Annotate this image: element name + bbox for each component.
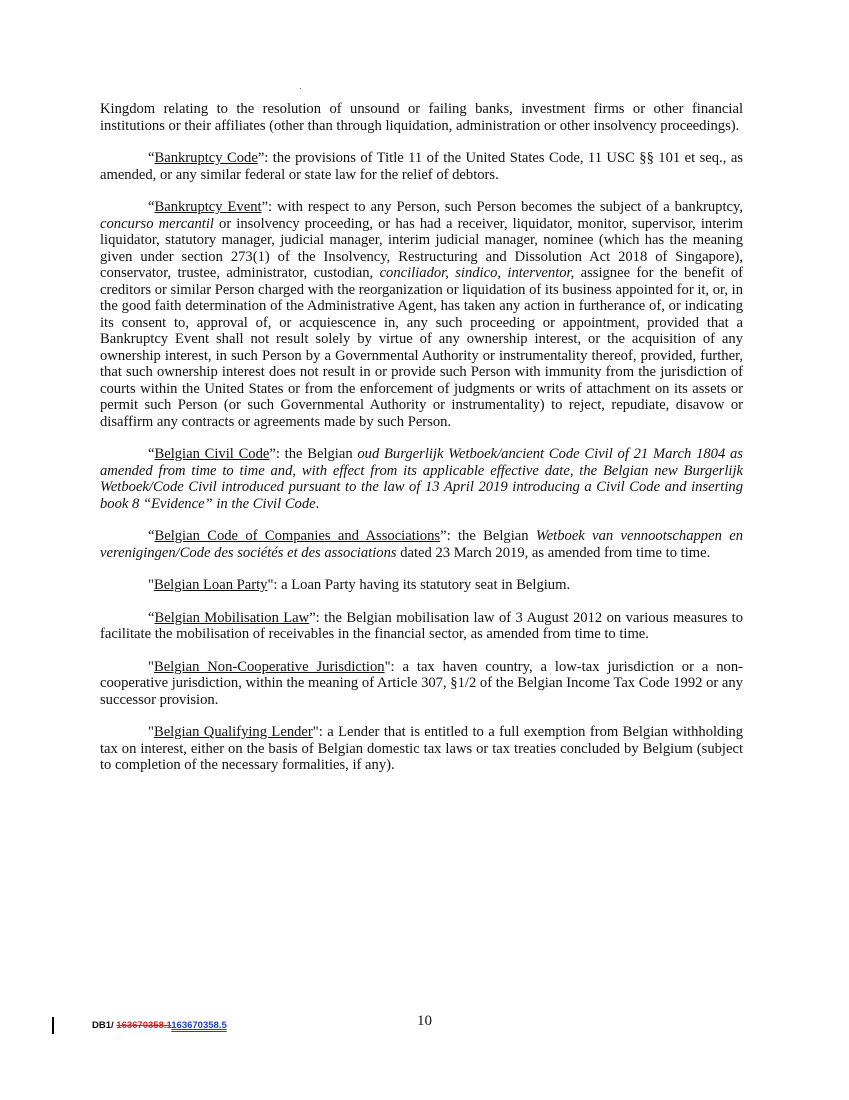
definition-text: ”: the Belgian mobilisation law of 3 August 2012 on various measures to facilitate the mobilisation of receivables in the financial sector, as amended from time to time.	[100, 609, 743, 642]
definition-text: ": a tax haven country, a low-tax jurisdiction or a non-cooperative jurisdiction, within the meaning of Article 307, §1/2 of the Belgian Income Tax Code 1992 or any successor provision.	[100, 658, 743, 708]
doc-id-deleted: 163670358.1	[116, 1020, 172, 1031]
defined-term: Bankruptcy Event	[154, 199, 262, 215]
open-quote: “	[148, 446, 155, 462]
definition-text: ": a Loan Party having its statutory seat in Belgium.	[267, 577, 571, 593]
open-quote: “	[148, 150, 155, 166]
defined-term: Belgian Mobilisation Law	[154, 609, 310, 626]
definition-text: ": a Lender that is entitled to a full exemption from Belgian withholding tax on interest, either on the basis of Belgian domestic tax laws or tax treaties concluded by Belgium (subject to completion of the necessary formalities, if any).	[100, 724, 743, 773]
definition-belgian-non-cooperative-jurisdiction	[100, 659, 743, 709]
defined-term: Belgian Code of Companies and Associations	[154, 528, 441, 544]
open-quote: “	[148, 199, 155, 215]
definition-text: ”: the Belgian	[440, 528, 536, 544]
definition-belgian-qualifying-lender	[100, 724, 743, 774]
definition-text: .	[315, 495, 320, 512]
doc-id-inserted: 163670358.5	[171, 1020, 227, 1031]
defined-term: Belgian Qualifying Lender	[153, 724, 313, 740]
italic-text: concurso mercantil	[100, 215, 214, 232]
definition-text: assignee for the benefit of creditors or similar Person charged with the reorganization or liquidation of its business appointed for it, or, in the good faith determination of the Administrative Agent, has taken any action in furtherance of, or indicating its consent to, approval of, or acquiescence in, any such proceeding or appointment, provided that a Bankruptcy Event shall not result solely by virtue of any ownership interest, or the acquisition of any ownership interest, in such Person by a Governmental Authority or instrumentality thereof, provided, further, that such ownership interest does not result in or provide such Person with immunity from the jurisdiction of courts within the United States or from the enforcement of judgments or writs of attachment on its assets or permit such Person (or such Governmental Authority or instrumentality) to reject, repudiate, disavow or disaffirm any contracts or agreements made by such Person.	[100, 265, 743, 430]
italic-text: Wetboek van vennootschappen en verenigingen/Code des sociétés et des associations	[100, 528, 743, 561]
open-quote: “	[148, 528, 155, 544]
definition-belgian-civil-code	[100, 446, 743, 512]
scan-dot	[300, 88, 301, 89]
definition-bankruptcy-event	[100, 199, 743, 430]
definition-text: ”: with respect to any Person, such Person becomes the subject of a bankruptcy,	[261, 199, 744, 215]
italic-text: conciliador, sindico, interventor,	[379, 265, 575, 281]
open-quote: "	[148, 658, 154, 675]
document-body	[100, 101, 743, 790]
definition-text: dated 23 March 2019, as amended from time to time.	[396, 544, 711, 561]
open-quote: "	[148, 577, 154, 593]
definition-belgian-mobilisation-law	[100, 610, 743, 643]
defined-term: Belgian Civil Code	[154, 446, 270, 462]
italic-text: oud Burgerlijk Wetboek/ancient Code Civil of 21 March 1804 as amended from time to time and, with effect from its applicable effective date, the Belgian new Burgerlijk Wetboek/Code Civil introduced pursuant to the law of 13 April 2019 introducing a Civil Code and inserting book 8 “Evidence” in the Civil Code	[100, 446, 743, 512]
definition-text: ”: the Belgian	[269, 446, 358, 462]
doc-prefix: DB1/	[92, 1020, 117, 1031]
defined-term: Belgian Non-Cooperative Jurisdiction	[153, 658, 385, 675]
defined-term: Belgian Loan Party	[153, 577, 268, 593]
open-quote: “	[148, 609, 155, 626]
continuation-paragraph: Kingdom relating to the resolution of unsound or failing banks, investment firms or other financial institutions or their affiliates (other than through liquidation, administration or other insolvency proceedings).	[100, 101, 743, 134]
definition-belgian-companies-code	[100, 528, 743, 561]
defined-term: Bankruptcy Code	[154, 150, 258, 166]
page-number: 10	[417, 1013, 432, 1029]
definition-text: ”: the provisions of Title 11 of the United States Code, 11 USC §§ 101 et seq., as amended, or any similar federal or state law for the relief of debtors.	[100, 150, 743, 183]
definition-bankruptcy-code	[100, 150, 743, 183]
open-quote: "	[148, 724, 154, 740]
definition-text: or insolvency proceeding, or has had a receiver, liquidator, monitor, supervisor, interim liquidator, statutory manager, judicial manager, interim judicial manager, nominee (which has the meaning given under section 273(1) of the Insolvency, Restructuring and Dissolution Act 2018 of Singapore), conservator, trustee, administrator, custodian,	[100, 215, 743, 281]
definition-belgian-loan-party	[100, 577, 743, 594]
